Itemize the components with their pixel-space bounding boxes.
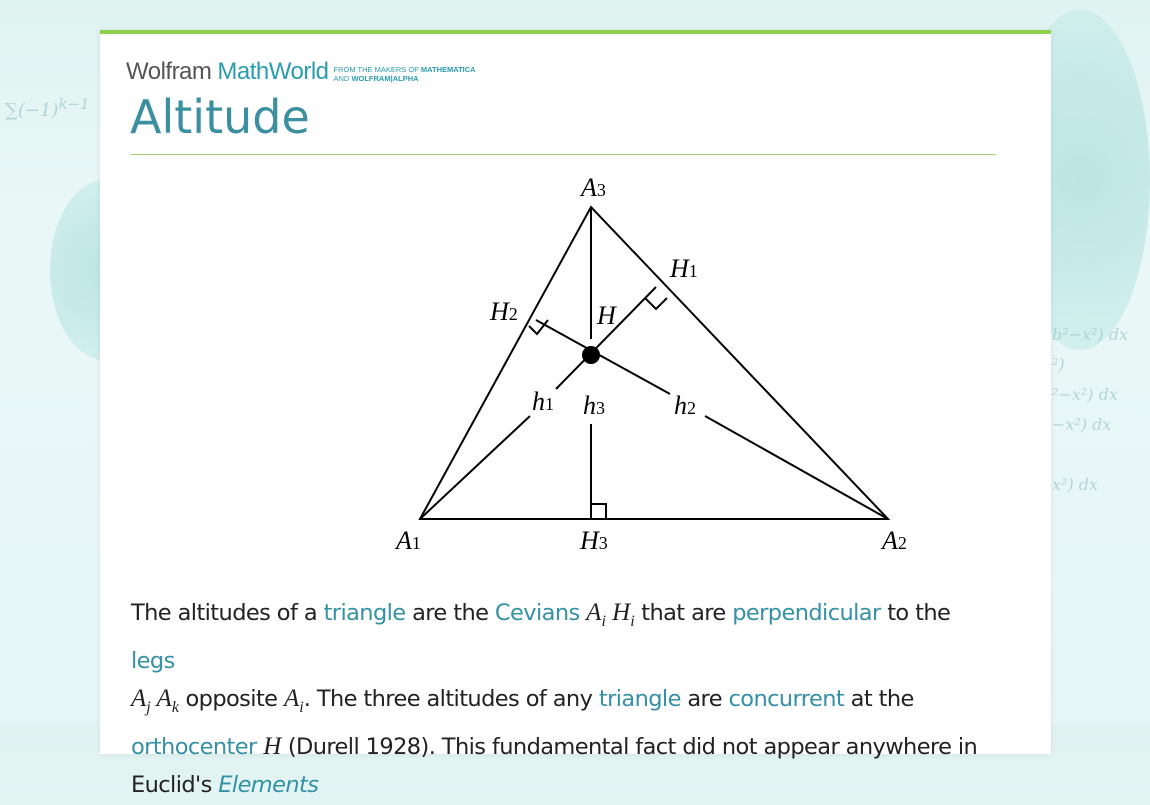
link-triangle[interactable]: triangle <box>323 600 406 626</box>
link-perpendicular[interactable]: perpendicular <box>732 600 881 626</box>
svg-text:A2: A2 <box>882 526 907 555</box>
link-triangle-2[interactable]: triangle <box>598 686 681 712</box>
altitude-h2 <box>536 320 670 394</box>
svg-text:H2: H2 <box>490 297 518 326</box>
page-title: Altitude <box>130 90 310 144</box>
background-formula: $\sum(-1)^{k-1}$ <box>5 95 90 121</box>
svg-text:H3: H3 <box>580 526 608 555</box>
right-angle-h1 <box>645 298 667 309</box>
right-angle-h3 <box>591 504 606 519</box>
svg-text:H1: H1 <box>670 254 698 283</box>
altitude-h1 <box>420 416 530 519</box>
triangle <box>420 207 888 519</box>
title-divider <box>131 154 996 155</box>
link-orthocenter[interactable]: orthocenter <box>131 733 257 760</box>
link-elements[interactable]: Elements <box>218 772 319 798</box>
svg-text:H: H <box>597 301 616 330</box>
svg-text:h3: h3 <box>583 391 605 420</box>
svg-text:h1: h1 <box>532 387 554 416</box>
svg-text:h2: h2 <box>674 391 696 420</box>
logo-mathworld: MathWorld <box>217 58 329 85</box>
article-paragraph: The altitudes of a triangle are the Cevians $A_i$ $H_i$ that are perpendicular to the legs $A_j$ $A_k$ opposite $A_i$. The three altitudes of any triangle are concurrent at the orthocenter H (Durell 1928). This fundamental fact did not appear anywhere in Euclid's Elements <box>131 599 978 798</box>
link-cevians[interactable]: Cevians <box>494 600 580 626</box>
orthocenter-point <box>582 346 600 364</box>
logo-wolfram: Wolfram <box>126 58 212 85</box>
logo-tagline: FROM THE MAKERS OF MATHEMATICA AND WOLFRAM|ALPHA <box>333 65 476 83</box>
altitude-h2-lower <box>705 416 888 519</box>
link-legs[interactable]: legs <box>131 647 175 674</box>
altitude-diagram <box>280 169 980 599</box>
link-concurrent[interactable]: concurrent <box>728 686 845 712</box>
background-formula: b²−x²) dx ²) ²−x²) dx −x²) dx x²) dx <box>1052 325 1129 494</box>
svg-text:A3: A3 <box>581 173 606 202</box>
svg-text:A1: A1 <box>396 526 421 555</box>
wolfram-mathworld-logo[interactable] <box>126 58 476 86</box>
content-card <box>100 30 1051 798</box>
